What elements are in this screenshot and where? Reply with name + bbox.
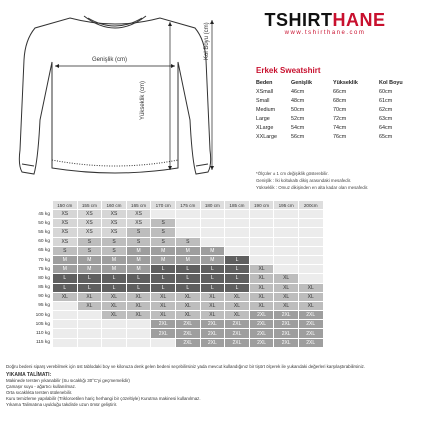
size-cell: XL — [102, 311, 127, 320]
size-cell — [126, 329, 151, 338]
size-cell: XS — [126, 219, 151, 228]
size-cell — [200, 219, 225, 228]
size-cell: L — [225, 255, 250, 264]
size-cell: 2XL — [249, 320, 274, 329]
size-cell: XL — [274, 283, 299, 292]
sleeve-label: Kol Boyu (cm) — [204, 22, 210, 60]
height-header: 165 cm — [126, 201, 151, 210]
size-cell: L — [77, 274, 102, 283]
size-cell: M — [102, 265, 127, 274]
height-header: 155 cm — [77, 201, 102, 210]
size-cell: XL — [249, 265, 274, 274]
size-cell: 2XL — [249, 311, 274, 320]
spec-row: Medium 50cm 70cm 62cm — [256, 106, 393, 113]
size-cell: XL — [225, 301, 250, 310]
height-header: 185 cm — [225, 201, 250, 210]
size-grid — [0, 200, 424, 348]
size-cell: XL — [175, 311, 200, 320]
size-cell: 2XL — [249, 329, 274, 338]
size-cell: XL — [200, 292, 225, 301]
size-cell — [102, 320, 127, 329]
footer-instructions: Doğru bedeni siparş verebilmek için üst tablodaki boy ve kilonuza denk gelen bedeni seçebilirsiniz yada mevcut kullandığınız bir tişört ölçerek ile yukarıdaki değerleri karşılaştırabilirsiniz. YIKAMA TALİMATI: Makinede tersten yıkanabilir (Su sıcaklığı 30°C'yi geçmemelidir) Çamaşır suyu - ağartıcı kullanılmaz. Orta sıcaklıkta tersten ütülenebilir. Kuru temizleme yapılabilir (Trikloroetilen hariç herhangi bir çözeltiyle) Kurutma makinesi kullanılmaz. Yıkama Talimatına uyulduğu takdirde uzun ömür geliştirir. — [6, 364, 418, 408]
size-cell: XL — [225, 311, 250, 320]
spec-row: Large 52cm 72cm 63cm — [256, 115, 393, 122]
weight-label: 80 kg — [31, 274, 53, 283]
size-cell — [77, 311, 102, 320]
size-cell — [175, 228, 200, 237]
size-cell: M — [126, 255, 151, 264]
size-cell — [298, 210, 323, 219]
size-cell: 2XL — [200, 329, 225, 338]
spec-notes: *Ölçüler ± 1 cm değişiklik gösterebilir. Genişlik : İki koltukaltı dikiş arasındaki mesafedir. Yükseklik : Omuz dikişinden en alta kadar olan mesafedir. — [256, 171, 369, 191]
size-spec-table — [256, 66, 421, 141]
size-cell: S — [151, 219, 176, 228]
size-cell — [126, 338, 151, 347]
size-cell — [298, 255, 323, 264]
weight-row — [31, 219, 324, 228]
size-cell: XL — [298, 292, 323, 301]
weight-row — [31, 274, 324, 283]
size-cell: XS — [77, 219, 102, 228]
size-cell: L — [77, 283, 102, 292]
height-header: 180 cm — [200, 201, 225, 210]
weight-row — [31, 210, 324, 219]
weight-row — [31, 283, 324, 292]
size-cell: M — [53, 265, 78, 274]
size-cell: 2XL — [274, 329, 299, 338]
size-cell: XL — [274, 274, 299, 283]
size-cell: XS — [77, 228, 102, 237]
brand-logo: TSHIRTHANE www.tshirthane.com — [232, 10, 418, 36]
size-cell — [53, 329, 78, 338]
size-cell — [298, 219, 323, 228]
size-cell: XL — [249, 301, 274, 310]
size-cell: L — [53, 274, 78, 283]
size-cell: XL — [102, 301, 127, 310]
size-cell — [77, 329, 102, 338]
size-cell: XS — [53, 219, 78, 228]
size-cell — [249, 210, 274, 219]
weight-label: 70 kg — [31, 255, 53, 264]
size-cell: 2XL — [225, 320, 250, 329]
size-cell: 2XL — [298, 329, 323, 338]
weight-label: 75 kg — [31, 265, 53, 274]
size-cell: 2XL — [298, 311, 323, 320]
size-cell: M — [126, 265, 151, 274]
size-cell — [274, 228, 299, 237]
size-cell: 2XL — [225, 329, 250, 338]
size-cell — [298, 246, 323, 255]
size-cell — [298, 228, 323, 237]
size-cell — [225, 246, 250, 255]
weight-label: 85 kg — [31, 283, 53, 292]
size-cell — [225, 210, 250, 219]
size-cell: M — [126, 246, 151, 255]
size-cell: XL — [274, 301, 299, 310]
size-cell: S — [151, 237, 176, 246]
size-cell: L — [151, 274, 176, 283]
size-cell: S — [175, 237, 200, 246]
size-cell — [298, 265, 323, 274]
size-cell — [151, 210, 176, 219]
size-cell: M — [53, 255, 78, 264]
size-cell — [249, 255, 274, 264]
brand-website: www.tshirthane.com — [284, 30, 366, 36]
size-cell: M — [200, 255, 225, 264]
size-cell — [102, 329, 127, 338]
size-cell: L — [225, 274, 250, 283]
weight-label: 50 kg — [31, 219, 53, 228]
size-cell: L — [102, 274, 127, 283]
size-cell — [53, 338, 78, 347]
size-cell — [151, 338, 176, 347]
weight-label: 115 kg — [31, 338, 53, 347]
weight-label: 65 kg — [31, 246, 53, 255]
size-cell: S — [77, 237, 102, 246]
size-cell: S — [102, 246, 127, 255]
size-cell — [200, 228, 225, 237]
size-cell: XL — [151, 292, 176, 301]
size-cell — [274, 237, 299, 246]
size-cell: M — [175, 255, 200, 264]
size-cell: XL — [274, 292, 299, 301]
weight-label: 105 kg — [31, 320, 53, 329]
spec-row: Small 48cm 68cm 61cm — [256, 97, 393, 104]
weight-row — [31, 311, 324, 320]
size-cell: L — [200, 265, 225, 274]
size-cell: XS — [102, 228, 127, 237]
height-header: 170 cm — [151, 201, 176, 210]
size-cell: XL — [126, 311, 151, 320]
size-cell: L — [225, 283, 250, 292]
size-cell: XL — [249, 292, 274, 301]
size-cell — [274, 219, 299, 228]
spec-title: Erkek Sweatshirt — [256, 66, 321, 75]
size-cell: 2XL — [274, 320, 299, 329]
size-cell — [200, 237, 225, 246]
weight-label: 90 kg — [31, 292, 53, 301]
height-header: 195 cm — [274, 201, 299, 210]
weight-row — [31, 329, 324, 338]
size-cell: 2XL — [175, 320, 200, 329]
spec-header-row: Beden Genişlik Yükseklik Kol Boyu — [256, 79, 403, 86]
weight-row — [31, 265, 324, 274]
size-cell — [77, 338, 102, 347]
size-cell: S — [77, 246, 102, 255]
size-cell: L — [102, 283, 127, 292]
weight-label: 55 kg — [31, 228, 53, 237]
height-header: 190 cm — [249, 201, 274, 210]
spec-row: XLarge 54cm 74cm 64cm — [256, 124, 393, 131]
weight-row — [31, 292, 324, 301]
size-cell: 2XL — [274, 311, 299, 320]
size-cell — [126, 320, 151, 329]
size-cell: XL — [151, 301, 176, 310]
size-cell: 2XL — [200, 338, 225, 347]
weight-label: 110 kg — [31, 329, 53, 338]
size-cell: L — [175, 265, 200, 274]
size-cell — [249, 237, 274, 246]
height-header: 175 cm — [175, 201, 200, 210]
size-cell — [175, 210, 200, 219]
size-cell — [200, 210, 225, 219]
size-cell: 2XL — [175, 338, 200, 347]
height-header: 160 cm — [102, 201, 127, 210]
size-cell: 2XL — [225, 338, 250, 347]
size-cell: XL — [53, 292, 78, 301]
size-cell: M — [151, 255, 176, 264]
footer-intro: Doğru bedeni siparş verebilmek için üst tablodaki boy ve kilonuza denk gelen bedeni seçebilirsiniz yada mevcut kullandığınız bir tişört ölçerek ile yukarıdaki değerleri karşılaştırabilirsiniz. — [6, 364, 365, 369]
height-header: 150 cm — [53, 201, 78, 210]
size-cell: XL — [298, 283, 323, 292]
size-cell: XL — [77, 301, 102, 310]
size-cell — [102, 338, 127, 347]
weight-row — [31, 237, 324, 246]
spec-row: XXLarge 56cm 76cm 65cm — [256, 133, 393, 140]
weight-row — [31, 246, 324, 255]
size-cell: XS — [53, 210, 78, 219]
size-cell: S — [126, 237, 151, 246]
size-cell: 2XL — [298, 338, 323, 347]
size-cell: XL — [298, 301, 323, 310]
size-cell — [249, 219, 274, 228]
size-cell: XS — [126, 210, 151, 219]
size-cell — [298, 274, 323, 283]
size-cell: XL — [249, 283, 274, 292]
size-cell — [53, 301, 78, 310]
size-cell: L — [53, 283, 78, 292]
size-cell: 2XL — [200, 320, 225, 329]
size-cell: M — [175, 246, 200, 255]
size-cell: L — [200, 274, 225, 283]
size-cell — [274, 246, 299, 255]
size-cell — [249, 246, 274, 255]
size-cell: XL — [126, 292, 151, 301]
size-cell: S — [151, 228, 176, 237]
size-cell: L — [175, 283, 200, 292]
size-cell: 2XL — [151, 329, 176, 338]
weight-row — [31, 255, 324, 264]
size-cell: 2XL — [175, 329, 200, 338]
size-cell: M — [200, 246, 225, 255]
height-header: 200cm — [298, 201, 323, 210]
size-cell: M — [102, 255, 127, 264]
wash-title: YIKAMA TALİMATI: — [6, 372, 52, 378]
size-cell: 2XL — [151, 320, 176, 329]
size-cell: XL — [102, 292, 127, 301]
size-cell: M — [77, 265, 102, 274]
size-cell: 2XL — [298, 320, 323, 329]
size-cell: L — [126, 283, 151, 292]
size-cell: 2XL — [274, 338, 299, 347]
size-cell — [274, 255, 299, 264]
size-cell — [274, 265, 299, 274]
weight-row — [31, 228, 324, 237]
size-cell: M — [77, 255, 102, 264]
weight-row — [31, 320, 324, 329]
size-cell: L — [126, 274, 151, 283]
size-cell — [77, 320, 102, 329]
size-cell: XS — [102, 219, 127, 228]
size-cell: L — [151, 283, 176, 292]
size-cell: XS — [102, 210, 127, 219]
size-cell — [53, 320, 78, 329]
size-cell: XL — [151, 311, 176, 320]
size-cell: XL — [77, 292, 102, 301]
size-cell — [53, 311, 78, 320]
weight-label: 60 kg — [31, 237, 53, 246]
size-cell — [225, 228, 250, 237]
height-label: Yükseklik (cm) — [140, 80, 146, 120]
size-cell: XL — [200, 311, 225, 320]
size-cell — [225, 237, 250, 246]
size-cell: XL — [200, 301, 225, 310]
size-cell: XL — [249, 274, 274, 283]
size-cell: L — [200, 283, 225, 292]
weight-row — [31, 301, 324, 310]
size-cell: L — [225, 265, 250, 274]
size-cell: L — [151, 265, 176, 274]
weight-label: 45 kg — [31, 210, 53, 219]
size-cell: M — [151, 246, 176, 255]
size-cell: XS — [77, 210, 102, 219]
size-cell — [249, 228, 274, 237]
weight-label: 95 kg — [31, 301, 53, 310]
size-cell: S — [102, 237, 127, 246]
size-cell: XL — [225, 292, 250, 301]
size-cell: XS — [53, 228, 78, 237]
sweatshirt-illustration — [0, 0, 230, 190]
size-cell: S — [126, 228, 151, 237]
weight-label: 100 kg — [31, 311, 53, 320]
size-cell — [225, 219, 250, 228]
size-cell: XL — [126, 301, 151, 310]
size-cell: XL — [175, 301, 200, 310]
size-cell: 2XL — [249, 338, 274, 347]
width-label: Genişlik (cm) — [92, 57, 128, 63]
size-cell: XL — [175, 292, 200, 301]
size-cell: XS — [53, 237, 78, 246]
size-cell: L — [175, 274, 200, 283]
size-cell — [298, 237, 323, 246]
size-cell: S — [53, 246, 78, 255]
spec-row: XSmall 46cm 66cm 60cm — [256, 88, 393, 95]
size-cell — [175, 219, 200, 228]
size-cell — [274, 210, 299, 219]
weight-row — [31, 338, 324, 347]
